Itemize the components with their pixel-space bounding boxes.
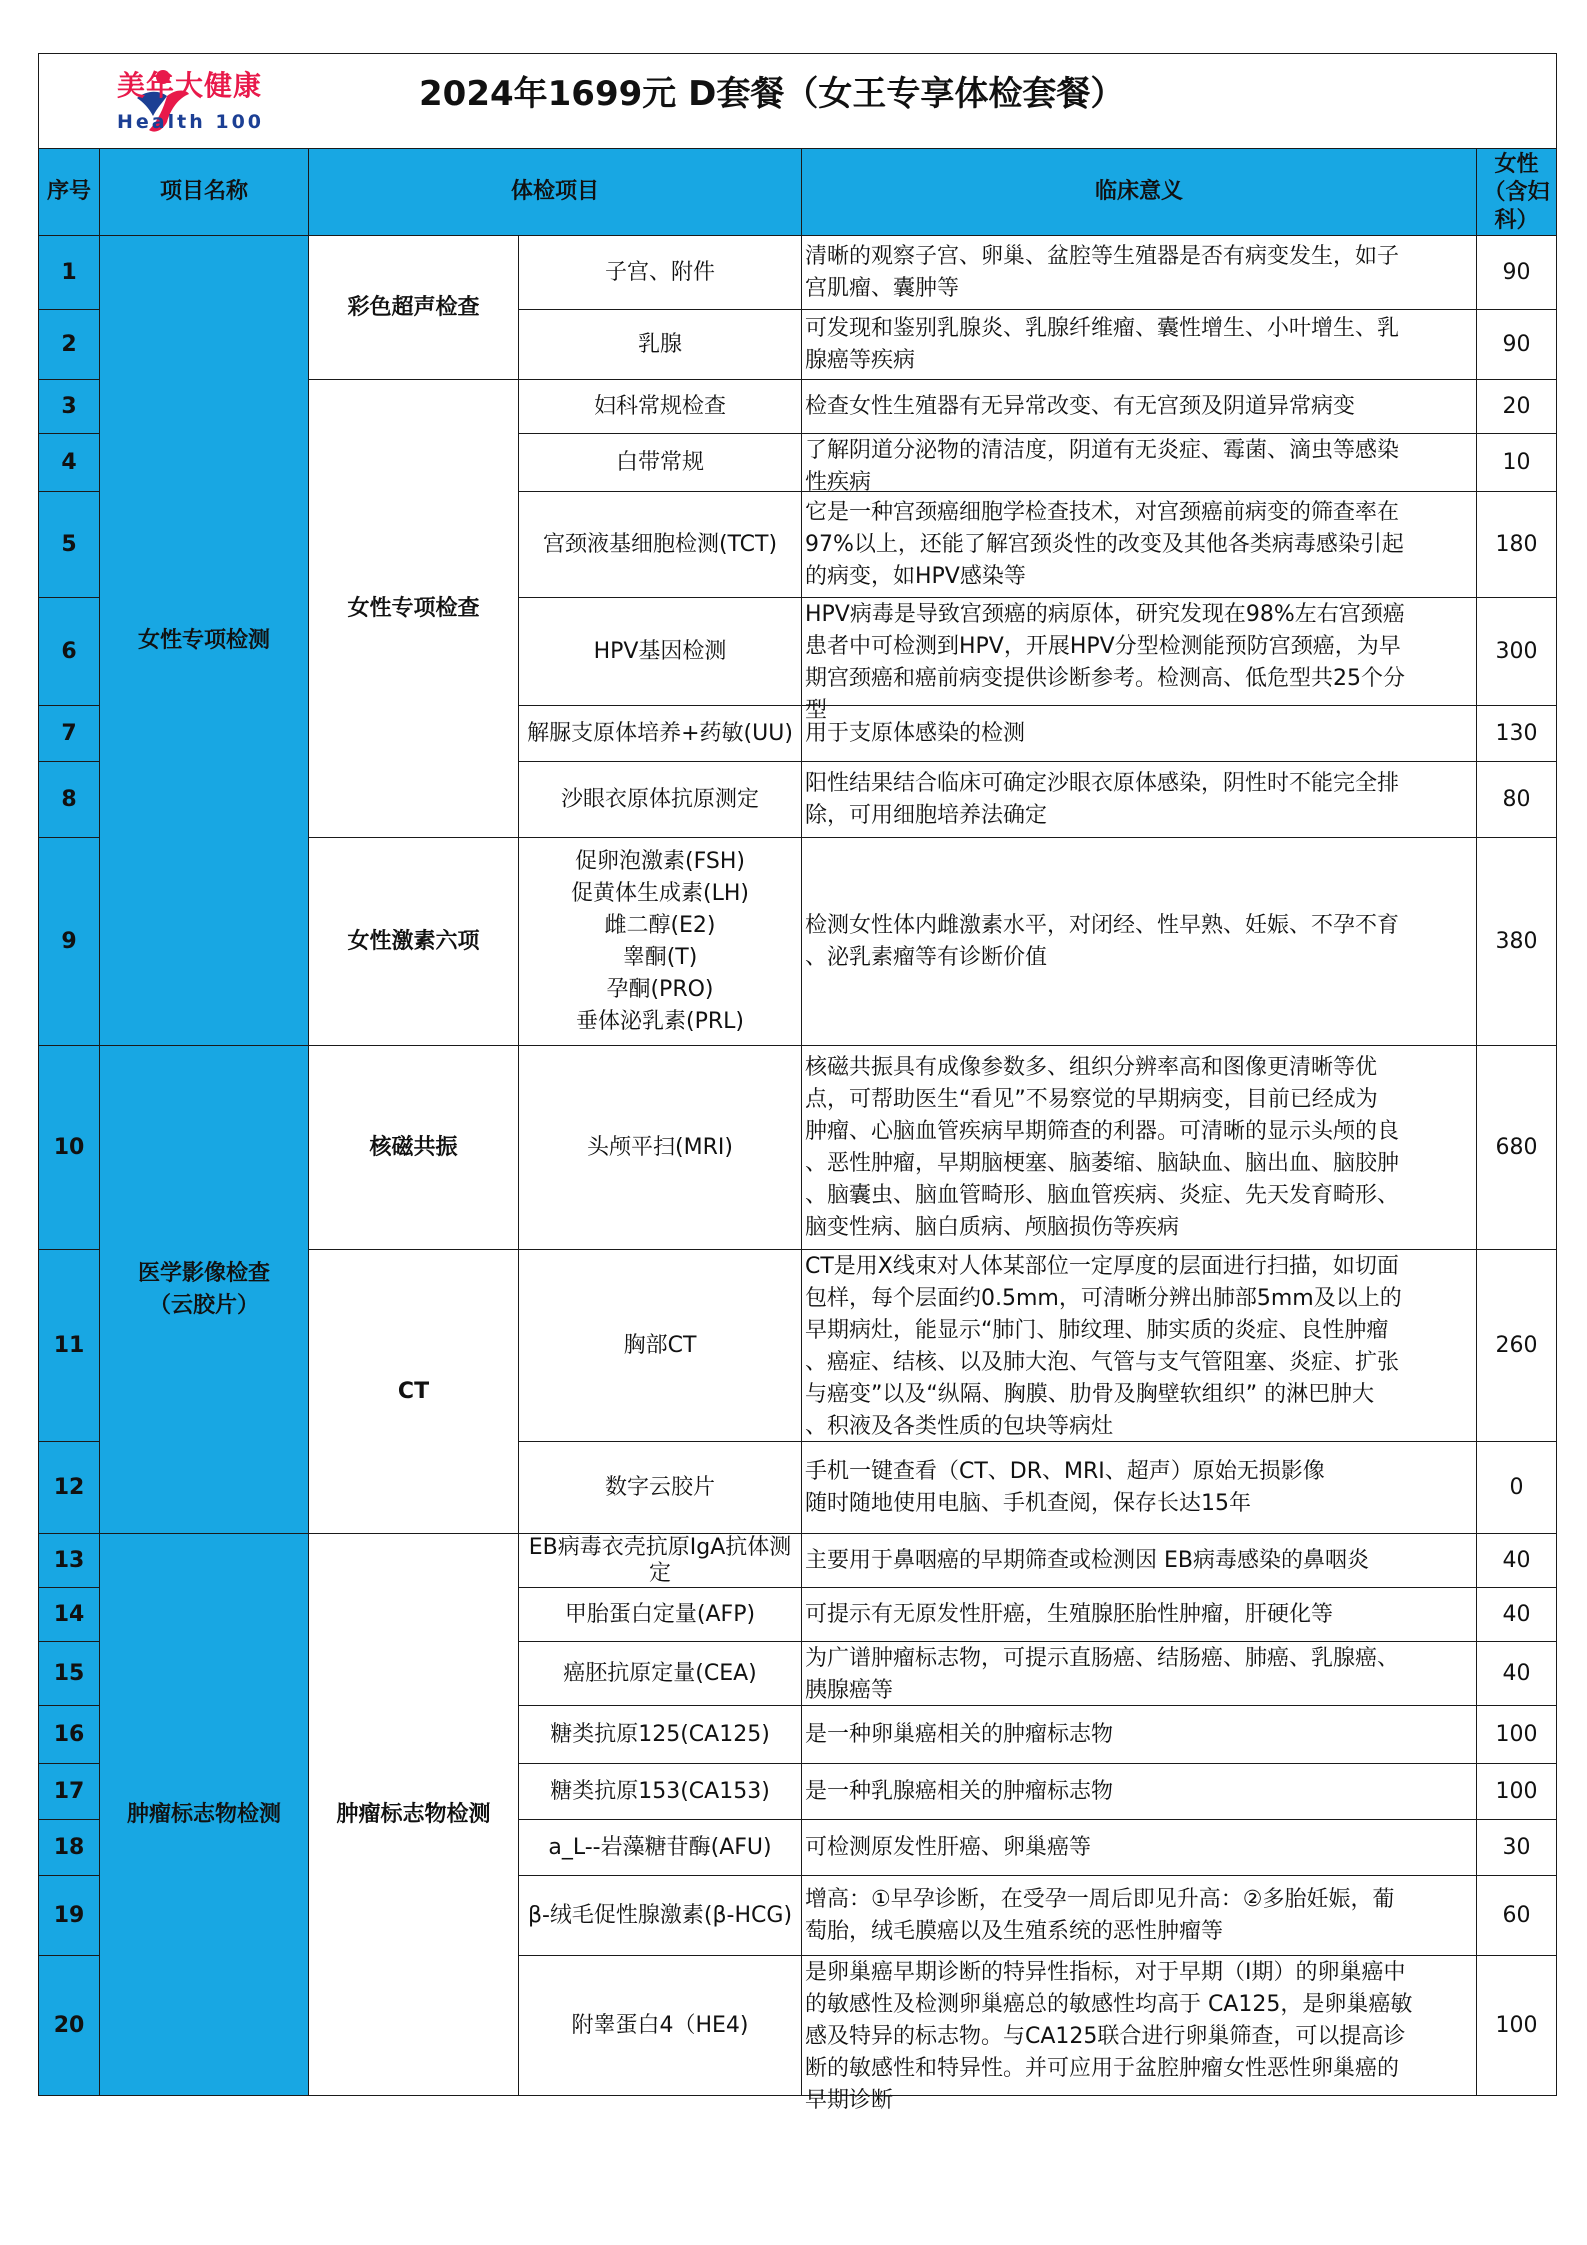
exam-item-line: 定: [648, 1560, 671, 1586]
exam-item-line: HPV基因检测: [593, 638, 727, 664]
row-number: 6: [39, 598, 100, 706]
exam-item: [519, 706, 802, 762]
subcategory-ct: CT: [309, 1250, 519, 1534]
clinical-meaning-text: [805, 1719, 1472, 1751]
clinical-meaning: [802, 1820, 1477, 1876]
clinical-meaning: [802, 380, 1477, 434]
clinical-meaning: [802, 762, 1477, 838]
exam-item-line: 胸部CT: [623, 1332, 697, 1358]
clinical-meaning-line: 性疾病: [805, 469, 872, 495]
exam-item: [519, 492, 802, 598]
clinical-meaning-line: 的敏感性及检测卵巢癌总的敏感性均高于 CA125，是卵巢癌敏: [805, 1991, 1413, 2017]
exam-item: [519, 380, 802, 434]
clinical-meaning: [802, 1642, 1477, 1706]
female-price: 80: [1477, 762, 1557, 838]
category-label: （云胶片）: [148, 1292, 259, 1318]
female-price: 40: [1477, 1588, 1557, 1642]
exam-item-text: [523, 329, 797, 361]
row-number: 1: [39, 236, 100, 310]
female-price: 180: [1477, 492, 1557, 598]
package-table: [38, 53, 1557, 2113]
exam-item-text: [523, 1658, 797, 1690]
exam-item: [519, 762, 802, 838]
row-number: 8: [39, 762, 100, 838]
clinical-meaning-line: 了解阴道分泌物的清洁度，阴道有无炎症、霉菌、滴虫等感染: [805, 437, 1400, 463]
clinical-meaning-text: [805, 1832, 1472, 1864]
clinical-meaning-line: 核磁共振具有成像参数多、组织分辨率高和图像更清晰等优: [805, 1054, 1378, 1080]
clinical-meaning-line: 、恶性肿瘤，早期脑梗塞、脑萎缩、脑缺血、脑出血、脑胶肿: [805, 1150, 1400, 1176]
row-number: 2: [39, 310, 100, 380]
exam-item-line: 乳腺: [637, 331, 682, 357]
clinical-meaning-text: [805, 313, 1472, 377]
exam-item: [519, 1820, 802, 1876]
clinical-meaning: [802, 1534, 1477, 1588]
clinical-meaning-line: 宫肌瘤、囊肿等: [805, 275, 960, 301]
clinical-meaning: [802, 1764, 1477, 1820]
clinical-meaning-text: [805, 391, 1472, 423]
exam-item-line: 头颅平扫(MRI): [587, 1134, 733, 1160]
row-number: 7: [39, 706, 100, 762]
exam-item: [519, 1706, 802, 1764]
exam-item-line: 妇科常规检查: [593, 393, 726, 419]
exam-item-line: 子宫、附件: [604, 259, 715, 285]
clinical-meaning-line: 检测女性体内雌激素水平，对闭经、性早熟、妊娠、不孕不育: [805, 912, 1400, 938]
female-price: 260: [1477, 1250, 1557, 1442]
subcategory-mri: 核磁共振: [309, 1046, 519, 1250]
female-price: 680: [1477, 1046, 1557, 1250]
row-number: 5: [39, 492, 100, 598]
clinical-meaning-text: [805, 718, 1472, 750]
female-price: 130: [1477, 706, 1557, 762]
header-female-line: 科）: [1494, 208, 1539, 233]
subcategory-female-exam: 女性专项检查: [309, 380, 519, 838]
header-seq: 序号: [39, 149, 100, 236]
exam-item: [519, 1534, 802, 1588]
female-price: 40: [1477, 1534, 1557, 1588]
row-number: 12: [39, 1442, 100, 1534]
clinical-meaning-line: 与癌变”以及“纵隔、胸膜、肋骨及胸壁软组织” 的淋巴肿大: [805, 1381, 1375, 1407]
exam-item: [519, 598, 802, 706]
row-number: 13: [39, 1534, 100, 1588]
clinical-meaning-line: 的病变，如HPV感染等: [805, 563, 1026, 589]
clinical-meaning-line: 可发现和鉴别乳腺炎、乳腺纤维瘤、囊性增生、小叶增生、乳: [805, 315, 1400, 341]
exam-item-line: 孕酮(PRO): [606, 976, 714, 1002]
exam-item: [519, 1250, 802, 1442]
female-price: 90: [1477, 310, 1557, 380]
clinical-meaning: [802, 598, 1477, 723]
exam-item: [519, 1588, 802, 1642]
exam-item-text: [523, 1535, 797, 1587]
clinical-meaning-line: 包样，每个层面约0.5mm，可清晰分辨出肺部5mm及以上的: [805, 1285, 1402, 1311]
clinical-meaning-line: 期宫颈癌和癌前病变提供诊断参考。检测高、低危型共25个分: [805, 665, 1405, 691]
clinical-meaning-line: 手机一键查看（CT、DR、MRI、超声）原始无损影像: [805, 1458, 1325, 1484]
exam-item-text: [523, 2010, 797, 2042]
clinical-meaning-line: 除，可用细胞培养法确定: [805, 802, 1048, 828]
clinical-meaning: [802, 434, 1477, 495]
exam-item: [519, 236, 802, 310]
row-number: 16: [39, 1706, 100, 1764]
exam-item-line: 解脲支原体培养+药敏(UU): [527, 720, 793, 746]
exam-item-text: [523, 1832, 797, 1864]
exam-item-line: 沙眼衣原体抗原测定: [560, 786, 759, 812]
clinical-meaning: [802, 838, 1477, 1046]
clinical-meaning-text: [805, 1456, 1472, 1520]
header-exam-item: 体检项目: [309, 149, 802, 236]
clinical-meaning-line: 早期诊断: [805, 2087, 894, 2113]
exam-item-line: 宫颈液基细胞检测(TCT): [542, 531, 778, 557]
female-price: 60: [1477, 1876, 1557, 1956]
clinical-meaning: [802, 1706, 1477, 1764]
exam-item-line: 糖类抗原125(CA125): [550, 1721, 770, 1747]
clinical-meaning-text: [805, 1545, 1472, 1577]
female-price: 40: [1477, 1642, 1557, 1706]
exam-item-line: 促卵泡激素(FSH): [575, 848, 745, 874]
row-number: 15: [39, 1642, 100, 1706]
logo-english-name: Health 100: [117, 111, 265, 133]
exam-item-line: 甲胎蛋白定量(AFP): [564, 1601, 756, 1627]
row-number: 10: [39, 1046, 100, 1250]
subcategory-color-ultrasound: 彩色超声检查: [309, 236, 519, 380]
female-price: 10: [1477, 434, 1557, 492]
clinical-meaning-line: 肿瘤、心脑血管疾病早期筛查的利器。可清晰的显示头颅的良: [805, 1118, 1400, 1144]
clinical-meaning-line: 是一种卵巢癌相关的肿瘤标志物: [805, 1721, 1114, 1747]
clinical-meaning-line: 可提示有无原发性肝癌，生殖腺胚胎性肿瘤，肝硬化等: [805, 1601, 1334, 1627]
exam-item-text: [523, 1132, 797, 1164]
female-price: 380: [1477, 838, 1557, 1046]
row-number: 3: [39, 380, 100, 434]
exam-item-text: [523, 718, 797, 750]
row-number: 18: [39, 1820, 100, 1876]
clinical-meaning-line: CT是用X线束对人体某部位一定厚度的层面进行扫描，如切面: [805, 1253, 1399, 1279]
clinical-meaning-line: 、积液及各类性质的包块等病灶: [805, 1413, 1114, 1439]
clinical-meaning-line: HPV病毒是导致宫颈癌的病原体，研究发现在98%左右宫颈癌: [805, 601, 1405, 627]
clinical-meaning-text: [805, 599, 1472, 723]
header-clinical-meaning: 临床意义: [802, 149, 1477, 236]
exam-item-line: 附睾蛋白4（HE4): [571, 2012, 749, 2038]
clinical-meaning-line: 检查女性生殖器有无异常改变、有无宫颈及阴道异常病变: [805, 393, 1356, 419]
female-price: 0: [1477, 1442, 1557, 1534]
female-price: 30: [1477, 1820, 1557, 1876]
clinical-meaning-line: 阳性结果结合临床可确定沙眼衣原体感染，阴性时不能完全排: [805, 770, 1400, 796]
header-female-line: 女性: [1494, 152, 1539, 177]
female-price: 100: [1477, 1706, 1557, 1764]
exam-item: [519, 310, 802, 380]
row-number: 14: [39, 1588, 100, 1642]
female-price: 20: [1477, 380, 1557, 434]
clinical-meaning: [802, 310, 1477, 380]
clinical-meaning-text: [805, 1776, 1472, 1808]
exam-item-text: [523, 447, 797, 479]
clinical-meaning-line: 患者中可检测到HPV，开展HPV分型检测能预防宫颈癌，为早: [805, 633, 1401, 659]
exam-item-text: [523, 1719, 797, 1751]
clinical-meaning-line: 清晰的观察子宫、卵巢、盆腔等生殖器是否有病变发生，如子: [805, 243, 1400, 269]
exam-item-line: 垂体泌乳素(PRL): [576, 1008, 744, 1034]
clinical-meaning-line: 点，可帮助医生“看见”不易察觉的早期病变，目前已经成为: [805, 1086, 1378, 1112]
subcategory-hormone-six: 女性激素六项: [309, 838, 519, 1046]
clinical-meaning-line: 增高：①早孕诊断，在受孕一周后即见升高：②多胎妊娠，葡: [805, 1886, 1395, 1912]
female-price: 90: [1477, 236, 1557, 310]
exam-item-line: 雌二醇(E2): [604, 912, 716, 938]
clinical-meaning-line: 断的敏感性和特异性。并可应用于盆腔肿瘤女性恶性卵巢癌的: [805, 2055, 1400, 2081]
exam-item-line: 睾酮(T): [622, 944, 698, 970]
exam-item-text: [523, 1900, 797, 1932]
exam-item: [519, 1642, 802, 1706]
page-title: 2024年1699元 D套餐（女王专享体检套餐）: [419, 74, 1125, 114]
exam-item-line: β-绒毛促性腺激素(β-HCG): [527, 1902, 793, 1928]
clinical-meaning-line: 早期病灶，能显示“肺门、肺纹理、肺实质的炎症、良性肿瘤: [805, 1317, 1389, 1343]
clinical-meaning-text: [805, 910, 1472, 974]
subcategory-tumor-markers: 肿瘤标志物检测: [309, 1534, 519, 2096]
clinical-meaning-line: 主要用于鼻咽癌的早期筛查或检测因 EB病毒感染的鼻咽炎: [805, 1547, 1369, 1573]
row-number: 20: [39, 1956, 100, 2096]
clinical-meaning-line: 萄胎，绒毛膜癌以及生殖系统的恶性肿瘤等: [805, 1918, 1224, 1944]
table-row: [39, 236, 1557, 310]
clinical-meaning-line: 、泌乳素瘤等有诊断价值: [805, 944, 1048, 970]
exam-item-line: 数字云胶片: [604, 1474, 715, 1500]
row-number: 4: [39, 434, 100, 492]
table-row: [39, 1046, 1557, 1250]
header-project-name: 项目名称: [100, 149, 309, 236]
exam-item-text: [523, 1330, 797, 1362]
category-female-special: 女性专项检测: [100, 236, 309, 1046]
exam-item-text: [523, 257, 797, 289]
exam-item-line: a_L--岩藻糖苷酶(AFU): [548, 1834, 772, 1860]
clinical-meaning-line: 是一种乳腺癌相关的肿瘤标志物: [805, 1778, 1114, 1804]
clinical-meaning-line: 可检测原发性肝癌、卵巢癌等: [805, 1834, 1092, 1860]
package-sheet: [38, 53, 1556, 2113]
exam-item: [519, 1046, 802, 1250]
clinical-meaning-text: [805, 1643, 1472, 1705]
exam-item: [519, 838, 802, 1046]
clinical-meaning-line: 型: [805, 697, 828, 723]
category-imaging: [100, 1046, 309, 1534]
clinical-meaning-line: 胰腺癌等: [805, 1677, 894, 1703]
logo-chinese-name: 美年大健康: [117, 69, 263, 102]
exam-item-line: 癌胚抗原定量(CEA): [563, 1660, 757, 1686]
exam-item: [519, 1764, 802, 1820]
row-number: 19: [39, 1876, 100, 1956]
clinical-meaning-line: 脑变性病、脑白质病、颅脑损伤等疾病: [805, 1214, 1180, 1240]
category-label: 医学影像检查: [137, 1260, 270, 1286]
table-header-row: [39, 149, 1557, 236]
clinical-meaning-line: 感及特异的标志物。与CA125联合进行卵巢筛查，可以提高诊: [805, 2023, 1406, 2049]
company-logo: [57, 68, 267, 136]
header-female: [1477, 149, 1557, 236]
clinical-meaning-line: 、脑囊虫、脑血管畸形、脑血管疾病、炎症、先天发育畸形、: [805, 1182, 1400, 1208]
exam-item: [519, 1876, 802, 1956]
exam-item-line: EB病毒衣壳抗原IgA抗体测: [528, 1534, 792, 1560]
clinical-meaning-line: 97%以上，还能了解宫颈炎性的改变及其他各类病毒感染引起: [805, 531, 1404, 557]
clinical-meaning: [802, 1046, 1477, 1250]
row-number: 11: [39, 1250, 100, 1442]
exam-item-text: [523, 846, 797, 1038]
clinical-meaning-text: [805, 1052, 1472, 1244]
exam-item: [519, 434, 802, 492]
exam-item-text: [523, 391, 797, 423]
female-price: 100: [1477, 1956, 1557, 2096]
clinical-meaning-text: [805, 1251, 1472, 1441]
exam-item-line: 促黄体生成素(LH): [571, 880, 749, 906]
clinical-meaning: [802, 236, 1477, 310]
clinical-meaning-line: 是卵巢癌早期诊断的特异性指标，对于早期（I期）的卵巢癌中: [805, 1959, 1406, 1985]
table-row: [39, 1534, 1557, 1588]
exam-item-text: [523, 636, 797, 668]
title-row: [39, 54, 1557, 149]
clinical-meaning-text: [805, 1957, 1472, 2113]
clinical-meaning: [802, 1876, 1477, 1956]
exam-item: [519, 1442, 802, 1534]
clinical-meaning: [802, 1956, 1477, 2113]
clinical-meaning-text: [805, 241, 1472, 305]
clinical-meaning-text: [805, 768, 1472, 832]
female-price: 100: [1477, 1764, 1557, 1820]
exam-item-text: [523, 784, 797, 816]
clinical-meaning-text: [805, 1599, 1472, 1631]
header-female-line: （含妇: [1483, 180, 1550, 205]
clinical-meaning-text: [805, 497, 1472, 593]
category-tumor-markers: 肿瘤标志物检测: [100, 1534, 309, 2096]
clinical-meaning: [802, 706, 1477, 762]
exam-item-text: [523, 529, 797, 561]
clinical-meaning-line: 、癌症、结核、以及肺大泡、气管与支气管阻塞、炎症、扩张: [805, 1349, 1400, 1375]
clinical-meaning-line: 为广谱肿瘤标志物，可提示直肠癌、结肠癌、肺癌、乳腺癌、: [805, 1645, 1400, 1671]
exam-item-text: [523, 1599, 797, 1631]
row-number: 9: [39, 838, 100, 1046]
clinical-meaning-text: [805, 435, 1472, 495]
clinical-meaning-text: [805, 1884, 1472, 1948]
clinical-meaning-line: 用于支原体感染的检测: [805, 720, 1026, 746]
exam-item-line: 糖类抗原153(CA153): [550, 1778, 770, 1804]
row-number: 17: [39, 1764, 100, 1820]
exam-item-text: [523, 1776, 797, 1808]
clinical-meaning-line: 随时随地使用电脑、手机查阅，保存长达15年: [805, 1490, 1251, 1516]
exam-item-line: 白带常规: [615, 449, 704, 475]
clinical-meaning: [802, 1442, 1477, 1534]
female-price: 300: [1477, 598, 1557, 706]
clinical-meaning: [802, 492, 1477, 598]
clinical-meaning-line: 它是一种宫颈癌细胞学检查技术，对宫颈癌前病变的筛查率在: [805, 499, 1400, 525]
exam-item: [519, 1956, 802, 2096]
clinical-meaning: [802, 1588, 1477, 1642]
clinical-meaning: [802, 1250, 1477, 1442]
exam-item-text: [523, 1472, 797, 1504]
clinical-meaning-line: 腺癌等疾病: [805, 347, 916, 373]
